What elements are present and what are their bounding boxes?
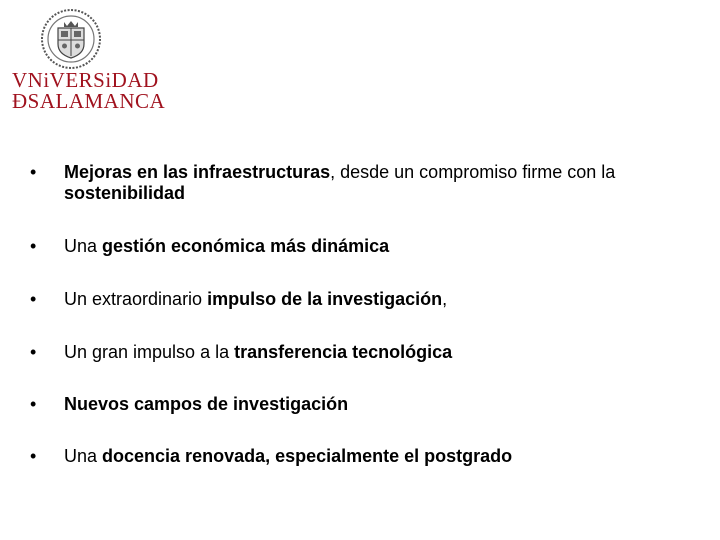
bold-text: gestión económica más dinámica	[102, 236, 390, 256]
wordmark-line-2: ÐSALAMANCA	[12, 89, 166, 113]
bullet-marker: •	[30, 342, 37, 362]
wordmark-line-1: VNiVERSiDAD	[12, 68, 159, 92]
bullet-marker: •	[30, 289, 37, 309]
bold-text: impulso de la investigación	[207, 289, 443, 309]
text: Un gran impulso a la	[64, 342, 235, 362]
bullet-item	[30, 162, 702, 204]
university-seal-icon	[40, 8, 102, 70]
bullet-item	[30, 342, 702, 363]
bullet-marker: •	[30, 394, 37, 414]
bold-text: transferencia tecnológica	[234, 342, 453, 362]
text: Una	[64, 446, 103, 466]
text: , desde un compromiso firme con la	[330, 162, 616, 182]
bold-text: Nuevos campos de investigación	[64, 394, 349, 414]
bullet-marker: •	[30, 162, 37, 182]
text: Un extraordinario	[64, 289, 208, 309]
bold-text: Mejoras en las infraestructuras	[64, 162, 331, 182]
bullet-marker: •	[30, 236, 37, 256]
university-wordmark	[12, 70, 165, 112]
bullet-marker: •	[30, 446, 37, 466]
text: Una	[64, 236, 103, 256]
bullet-item	[30, 394, 702, 415]
bold-text: docencia renovada, especialmente el postgrado	[102, 446, 513, 466]
bullet-item	[30, 236, 702, 257]
bullet-item	[30, 446, 702, 467]
bold-text: sostenibilidad	[64, 183, 186, 203]
bullet-item	[30, 289, 702, 310]
text: ,	[442, 289, 448, 309]
